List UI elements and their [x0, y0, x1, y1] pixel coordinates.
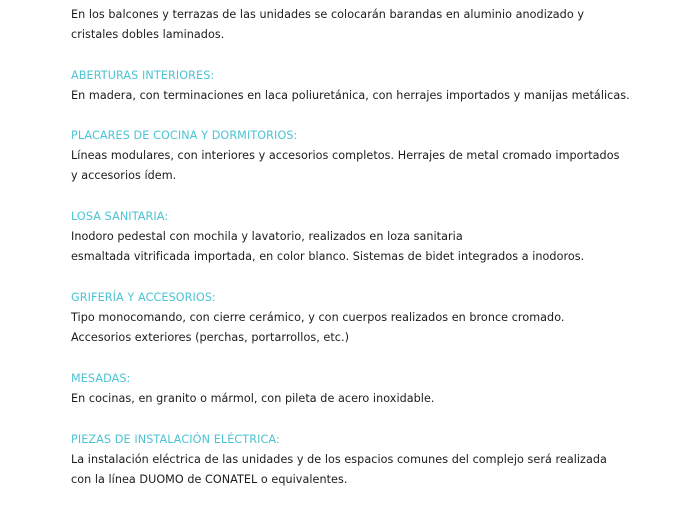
section-heading: ABERTURAS INTERIORES:: [71, 69, 215, 82]
section-losa-sanitaria: [71, 207, 691, 268]
section-placares: [71, 126, 691, 187]
section-line: y accesorios ídem.: [71, 169, 177, 183]
section-line: Accesorios exteriores (perchas, portarrollos, etc.): [71, 331, 350, 345]
section-heading: PIEZAS DE INSTALACIÓN ELÉCTRICA:: [71, 433, 280, 446]
section-line: esmaltada vitrificada importada, en color blanco. Sistemas de bidet integrados a inodoros.: [71, 250, 585, 264]
section-heading: PLACARES DE COCINA Y DORMITORIOS:: [71, 129, 298, 142]
section-line: En cocinas, en granito o mármol, con pileta de acero inoxidable.: [71, 392, 435, 405]
section-line: En madera, con terminaciones en laca poliuretánica, con herrajes importados y manijas metálicas.: [71, 89, 630, 102]
section-heading: MESADAS:: [71, 372, 131, 385]
section-line: Tipo monocomando, con cierre cerámico, y con cuerpos realizados en bronce cromado.: [71, 311, 565, 324]
section-line: La instalación eléctrica de las unidades y de los espacios comunes del complejo será realizada: [71, 453, 607, 466]
section-instalacion-electrica: [71, 430, 691, 491]
intro-line: cristales dobles laminados.: [71, 28, 225, 42]
section-heading: GRIFERÍA Y ACCESORIOS:: [71, 291, 216, 304]
section-mesadas: [71, 369, 691, 409]
section-line: Inodoro pedestal con mochila y lavatorio, realizados en loza sanitaria: [71, 230, 463, 243]
intro-paragraph: [71, 5, 691, 46]
intro-line: En los balcones y terrazas de las unidades se colocarán barandas en aluminio anodizado y: [71, 8, 585, 21]
section-heading: LOSA SANITARIA:: [71, 210, 169, 223]
section-line: con la línea DUOMO de CONATEL o equivalentes.: [71, 473, 348, 487]
section-aberturas-interiores: [71, 66, 691, 106]
section-line: Líneas modulares, con interiores y accesorios completos. Herrajes de metal cromado importados: [71, 149, 620, 162]
section-griferia: [71, 288, 691, 349]
